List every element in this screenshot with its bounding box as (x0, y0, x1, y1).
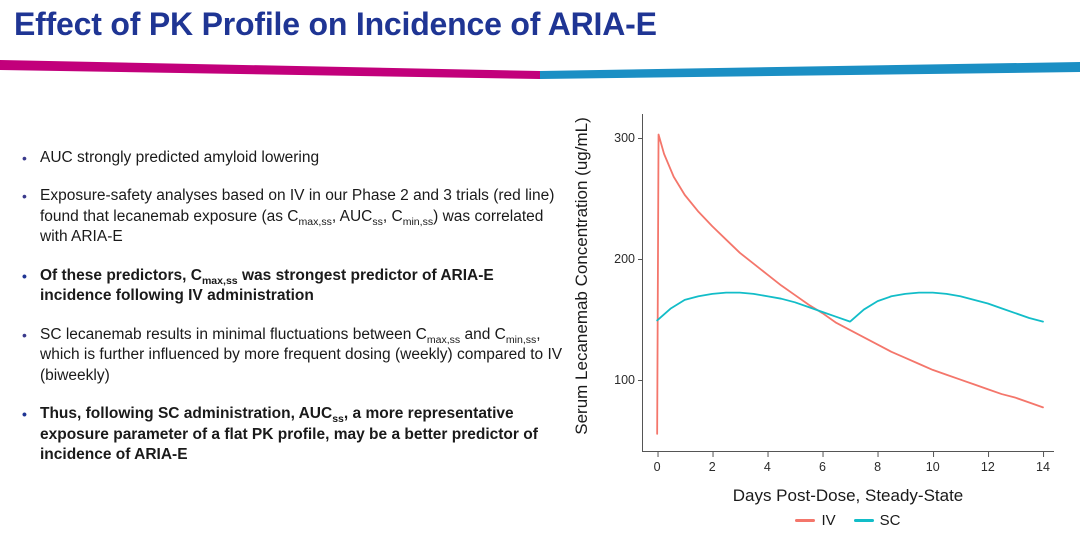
ribbon-left-shape (0, 60, 540, 79)
list-item (14, 148, 566, 168)
x-tick-label: 12 (981, 452, 995, 474)
x-tick-label: 8 (874, 452, 881, 474)
chart-legend (642, 512, 1054, 529)
x-tick-label: 4 (764, 452, 771, 474)
x-tick-label: 14 (1036, 452, 1050, 474)
pk-profile-chart (566, 96, 1074, 536)
list-item-text: SC lecanemab results in minimal fluctuations between $C_{max,ss}$ and $C_{min,ss}$, which is further influenced by more frequent dosing (weekly) compared to IV (biweekly) (40, 325, 563, 384)
list-item (14, 266, 566, 307)
ribbon-right-shape (540, 62, 1080, 79)
list-item-text: Thus, following SC administration, $AUC_{ss}$, a more representative exposure parameter of a flat PK profile, may be a better predictor of incidence of ARIA-E (40, 405, 538, 463)
bullet-marker: • (22, 406, 27, 423)
legend-label-sc: SC (879, 512, 901, 529)
title-divider-ribbon (0, 58, 1080, 84)
legend-item-iv (795, 512, 835, 529)
bullet-marker: • (22, 150, 27, 166)
legend-swatch-iv (795, 519, 815, 521)
list-item-text: AUC strongly predicted amyloid lowering (40, 149, 320, 166)
list-item-text: Exposure-safety analyses based on IV in our Phase 2 and 3 trials (red line) found that lecanemab exposure (as $C_{max,ss}$, $AUC_{ss}$, $C_{min,ss}$) was correlated with ARIA-E (40, 187, 555, 246)
x-tick-label: 2 (709, 452, 716, 474)
list-item-text: Of these predictors, $C_{max,ss}$ was strongest predictor of ARIA-E incidence following IV administration (40, 266, 494, 305)
series-line-iv (657, 135, 1043, 434)
list-item (14, 404, 566, 465)
x-tick-label: 6 (819, 452, 826, 474)
x-axis-label: Days Post-Dose, Steady-State (732, 486, 964, 505)
bullet-marker: • (22, 267, 27, 284)
page-title: Effect of PK Profile on Incidence of ARIA-E (14, 6, 657, 42)
bullet-marker: • (22, 326, 27, 343)
series-lines (642, 114, 1054, 452)
y-tick-label: 200 (614, 252, 642, 266)
plot-area (614, 114, 1054, 474)
legend-swatch-sc (854, 519, 874, 521)
y-axis-label-text: Serum Lecanemab Concentration (ug/mL) (572, 117, 591, 435)
y-axis-label (568, 96, 596, 456)
bullet-marker: • (22, 188, 27, 205)
x-tick-label: 0 (654, 452, 661, 474)
series-line-sc (657, 293, 1043, 322)
list-item (14, 186, 566, 247)
legend-label-iv: IV (821, 512, 836, 529)
x-tick-label: 10 (926, 452, 940, 474)
bullet-list (14, 148, 566, 483)
y-tick-label: 100 (614, 373, 642, 387)
legend-item-sc (854, 512, 901, 529)
list-item (14, 325, 566, 386)
y-tick-label: 300 (614, 131, 642, 145)
